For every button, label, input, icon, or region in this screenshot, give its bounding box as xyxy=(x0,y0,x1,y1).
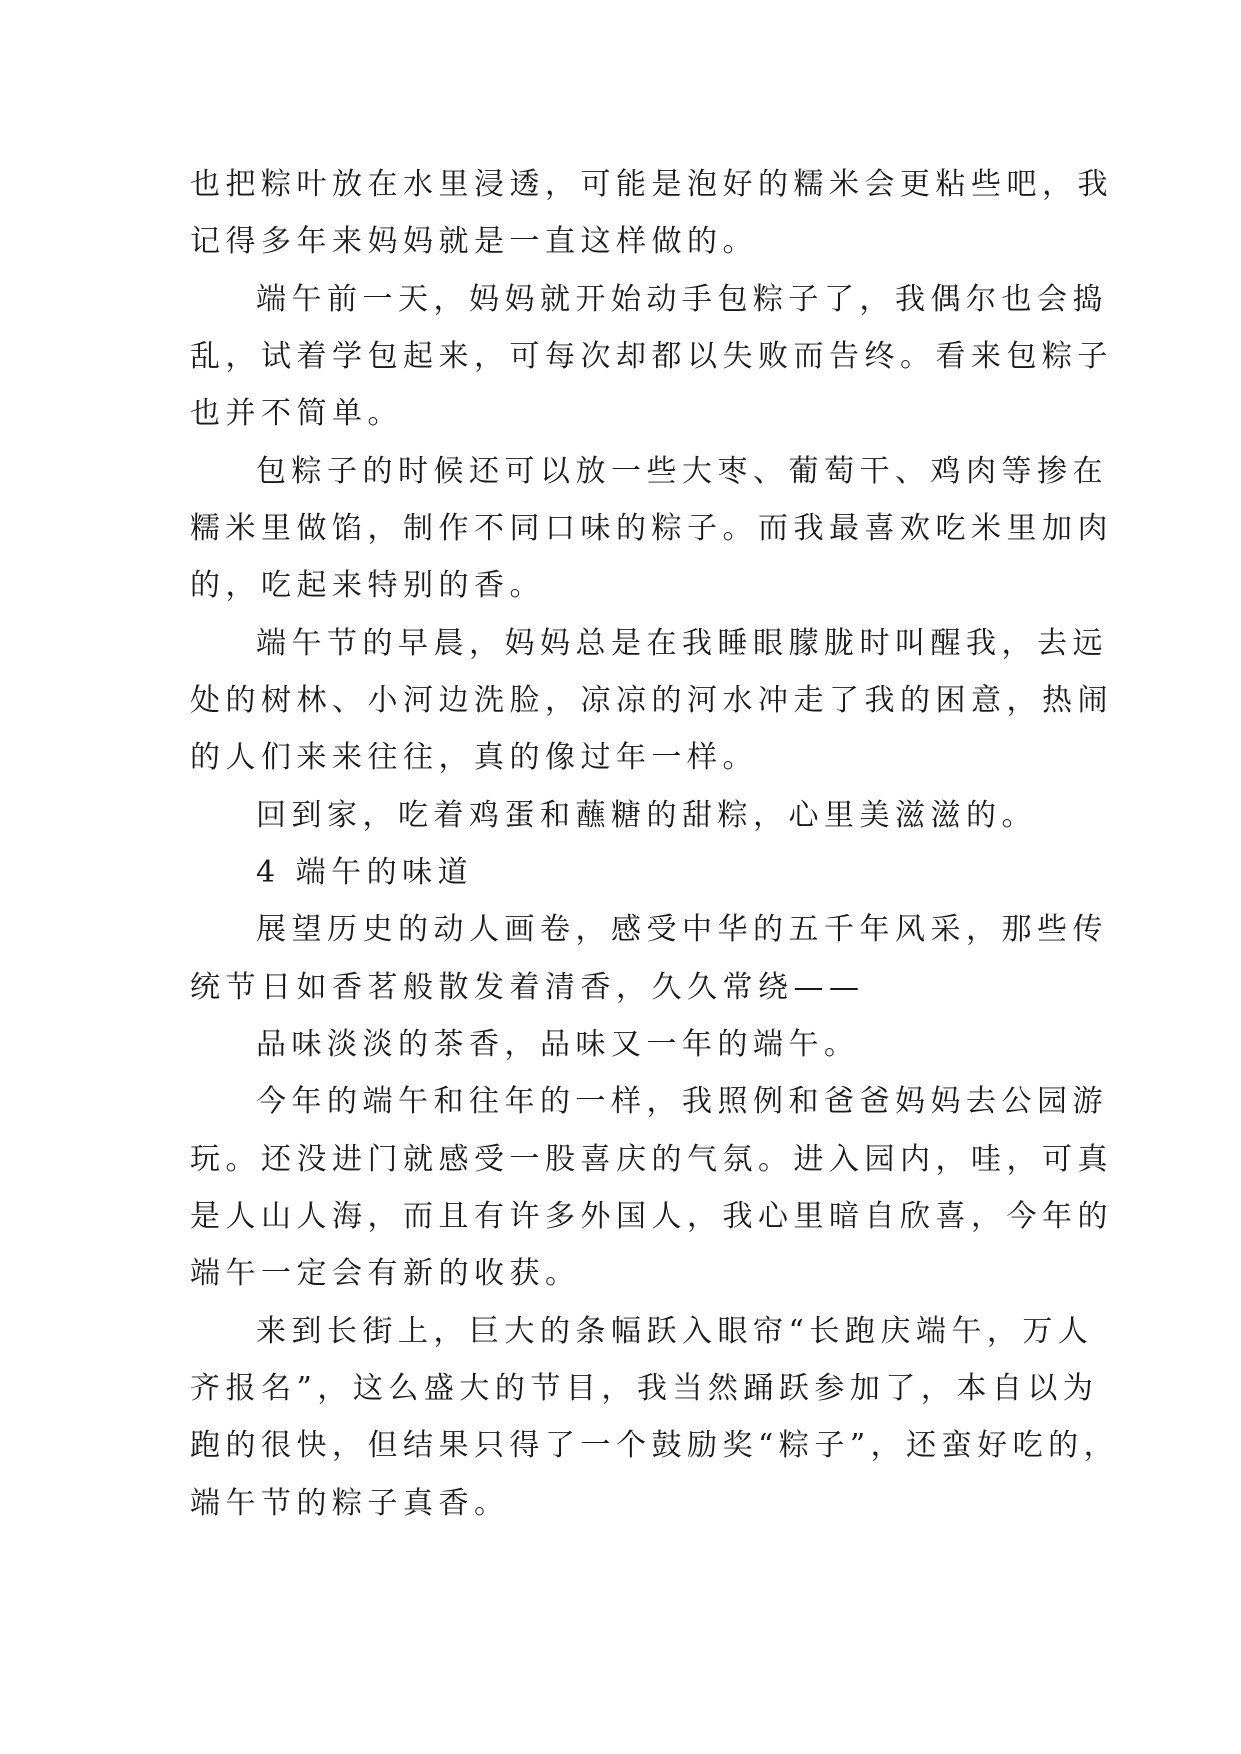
text-line: 齐报名”，这么盛大的节目，我当然踊跃参加了，本自以为 xyxy=(190,1371,1099,1406)
text-line: 统节日如香茗般散发着清香，久久常绕—— xyxy=(190,970,865,1005)
text-line: 也把粽叶放在水里浸透，可能是泡好的糯米会更粘些吧，我 xyxy=(190,167,1113,202)
paragraph-start-line: 端午节的早晨，妈妈总是在我睡眼朦胧时叫醒我，去远 xyxy=(256,626,1108,661)
paragraph-start-line: 端午前一天，妈妈就开始动手包粽子了，我偶尔也会捣 xyxy=(256,282,1108,317)
text-line: 的，吃起来特别的香。 xyxy=(190,568,545,603)
text-line: 糯米里做馅，制作不同口味的粽子。而我最喜欢吃米里加肉 xyxy=(190,511,1113,546)
text-line: 也并不简单。 xyxy=(190,396,403,431)
text-line: 端午一定会有新的收获。 xyxy=(190,1256,581,1291)
text-line: 记得多年来妈妈就是一直这样做的。 xyxy=(190,224,758,259)
text-line: 端午节的粽子真香。 xyxy=(190,1486,510,1521)
text-line: 处的树林、小河边洗脸，凉凉的河水冲走了我的困意，热闹 xyxy=(190,683,1113,718)
text-line: 是人山人海，而且有许多外国人，我心里暗自欣喜，今年的 xyxy=(190,1199,1113,1234)
paragraph-start-line: 展望历史的动人画卷，感受中华的五千年风采，那些传 xyxy=(256,912,1108,947)
paragraph-start-line: 品味淡淡的茶香，品味又一年的端午。 xyxy=(256,1027,860,1062)
paragraph-start-line: 回到家，吃着鸡蛋和蘸糖的甜粽，心里美滋滋的。 xyxy=(256,798,1037,833)
paragraph-start-line: 来到长街上，巨大的条幅跃入眼帘“长跑庆端午，万人 xyxy=(256,1314,1094,1349)
paragraph-start-line: 包粽子的时候还可以放一些大枣、葡萄干、鸡肉等掺在 xyxy=(256,454,1108,489)
text-line: 玩。还没进门就感受一股喜庆的气氛。进入园内，哇，可真 xyxy=(190,1142,1113,1177)
text-line: 乱，试着学包起来，可每次却都以失败而告终。看来包粽子 xyxy=(190,339,1113,374)
text-line: 跑的很快，但结果只得了一个鼓励奖“粽子”，还蛮好吃的， xyxy=(190,1428,1120,1463)
paragraph-start-line: 今年的端午和往年的一样，我照例和爸爸妈妈去公园游 xyxy=(256,1084,1108,1119)
text-line: 的人们来来往往，真的像过年一样。 xyxy=(190,740,758,775)
section-heading: 4 端午的味道 xyxy=(256,855,474,890)
